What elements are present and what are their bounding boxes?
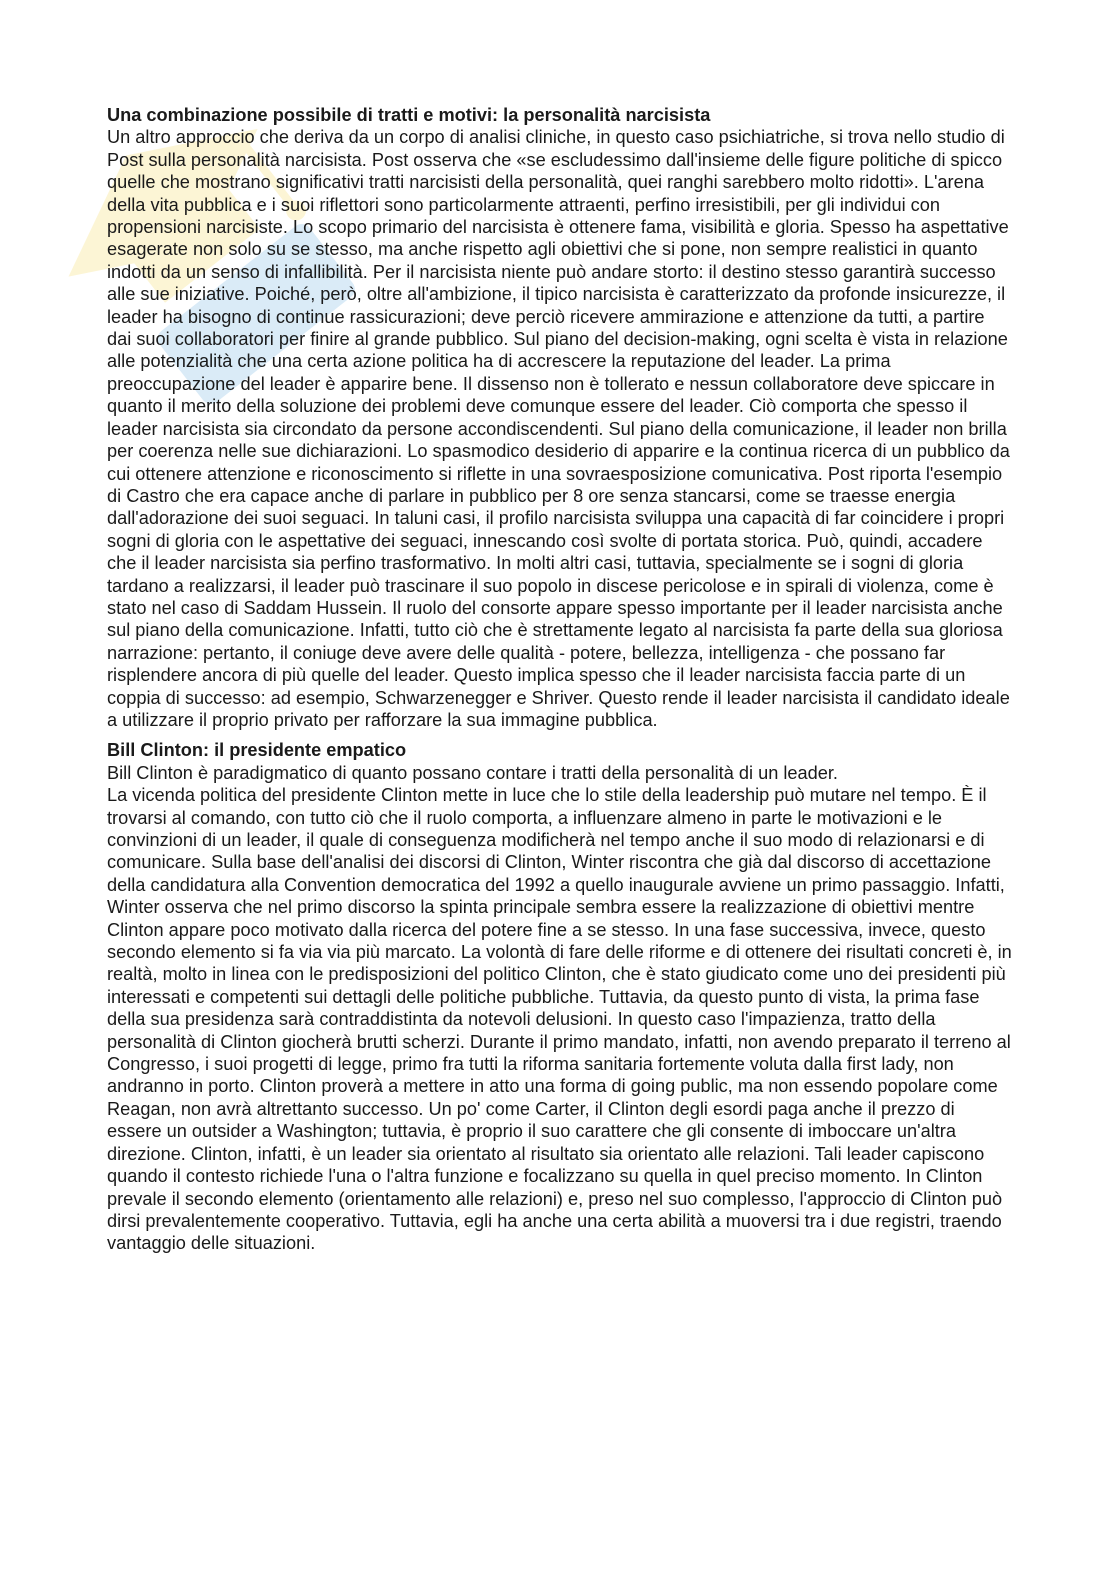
- section-title: Una combinazione possibile di tratti e motivi: la personalità narcisista: [107, 105, 711, 125]
- section-title: Bill Clinton: il presidente empatico: [107, 740, 407, 761]
- document-body: [107, 104, 1012, 1255]
- paragraph: Bill Clinton è paradigmatico di quanto possano contare i tratti della personalità di un leader.: [107, 762, 838, 783]
- paragraph: Un altro approccio che deriva da un corpo di analisi cliniche, in questo caso psichiatriche, si trova nello studio di Post sulla personalità narcisista. Post osserva che «se escludessimo dall'insieme delle figure politiche di spicco quelle che mostrano significativi tratti narcisisti della personalità, quei ranghi sarebbero molto ridotti». L'arena della vita pubblica e i suoi riflettori sono particolarmente attraenti, perfino irresistibili, per gli individui con propensioni narcisiste. Lo scopo primario del narcisista è ottenere fama, visibilità e gloria. Spesso ha aspettative esagerate non solo su se stesso, ma anche rispetto agli obiettivi che si pone, non sempre realistici in quanto indotti da un senso di infallibilità. Per il narcisista niente può andare storto: il destino stesso garantirà successo alle sue iniziative. Poiché, però, oltre all'ambizione, il tipico narcisista è caratterizzato da profonde insicurezze, il leader ha bisogno di continue rassicurazioni; deve perciò ricevere ammirazione e attenzione da tutti, a partire dai suoi collaboratori per finire al grande pubblico. Sul piano del decision-making, ogni scelta è vista in relazione alle potenzialità che una certa azione politica ha di accrescere la reputazione del leader. La prima preoccupazione del leader è apparire bene. Il dissenso non è tollerato e nessun collaboratore deve spiccare in quanto il merito della soluzione dei problemi deve comunque essere del leader. Ciò comporta che spesso il leader narcisista sia circondato da persone accondiscendenti. Sul piano della comunicazione, il leader non brilla per coerenza nelle sue dichiarazioni. Lo spasmodico desiderio di apparire e la continua ricerca di un pubblico da cui ottenere attenzione e riconoscimento si riflette in una sovraesposizione comunicativa. Post riporta l'esempio di Castro che era capace anche di parlare in pubblico per 8 ore senza stancarsi, come se traesse energia dall'adorazione dei suoi seguaci. In taluni casi, il profilo narcisista sviluppa una capacità di far coincidere i propri sogni di gloria con le aspettative dei seguaci, innescando così svolte di portata storica. Può, quindi, accadere che il leader narcisista sia perfino trasformativo. In molti altri casi, tuttavia, specialmente se i sogni di gloria tardano a realizzarsi, il leader può trascinare il suo popolo in discese pericolose e in spirali di violenza, come è stato nel caso di Saddam Hussein. Il ruolo del consorte appare spesso importante per il leader narcisista anche sul piano della comunicazione. Infatti, tutto ciò che è strettamente legato al narcisista fa parte della sua gloriosa narrazione: pertanto, il coniuge deve avere delle qualità - potere, bellezza, intelligenza - che possano far risplendere ancora di più quelle del leader. Questo implica spesso che il leader narcisista faccia parte di un coppia di successo: ad esempio, Schwarzenegger e Shriver. Questo rende il leader narcisista il candidato ideale a utilizzare il proprio privato per rafforzare la sua immagine pubblica.: [107, 127, 1010, 730]
- paragraph: La vicenda politica del presidente Clinton mette in luce che lo stile della leadership può mutare nel tempo. È il trovarsi al comando, con tutto ciò che il ruolo comporta, a influenzare almeno in parte le motivazioni e le convinzioni di un leader, il quale di conseguenza modificherà nel tempo anche il suo modo di relazionarsi e di comunicare. Sulla base dell'analisi dei discorsi di Clinton, Winter riscontra che già dal discorso di accettazione della candidatura alla Convention democratica del 1992 a quello inaugurale avviene un primo passaggio. Infatti, Winter osserva che nel primo discorso la spinta principale sembra essere la realizzazione di obiettivi mentre Clinton appare poco motivato dalla ricerca del potere fine a se stesso. In una fase successiva, invece, questo secondo elemento si fa via via più marcato. La volontà di fare delle riforme e di ottenere dei risultati concreti è, in realtà, molto in linea con le predisposizioni del politico Clinton, che è stato giudicato come uno dei presidenti più interessati e competenti sui dettagli delle politiche pubbliche. Tuttavia, da questo punto di vista, la prima fase della sua presidenza sarà contraddistinta da notevoli delusioni. In questo caso l'impazienza, tratto della personalità di Clinton giocherà brutti scherzi. Durante il primo mandato, infatti, non avendo preparato il terreno al Congresso, i suoi progetti di legge, primo fra tutti la riforma sanitaria fortemente voluta dalla first lady, non andranno in porto. Clinton proverà a mettere in atto una forma di going public, ma non essendo popolare come Reagan, non avrà altrettanto successo. Un po' come Carter, il Clinton degli esordi paga anche il prezzo di essere un outsider a Washington; tuttavia, è proprio il suo carattere che gli consente di imboccare un'altra direzione. Clinton, infatti, è un leader sia orientato al risultato sia orientato alle relazioni. Tali leader capiscono quando il contesto richiede l'una o l'altra funzione e focalizzano su quella in quel preciso momento. In Clinton prevale il secondo elemento (orientamento alle relazioni) e, preso nel suo complesso, l'approccio di Clinton può dirsi prevalentemente cooperativo. Tuttavia, egli ha anche una certa abilità a muoversi tra i due registri, traendo vantaggio delle situazioni.: [107, 785, 1012, 1254]
